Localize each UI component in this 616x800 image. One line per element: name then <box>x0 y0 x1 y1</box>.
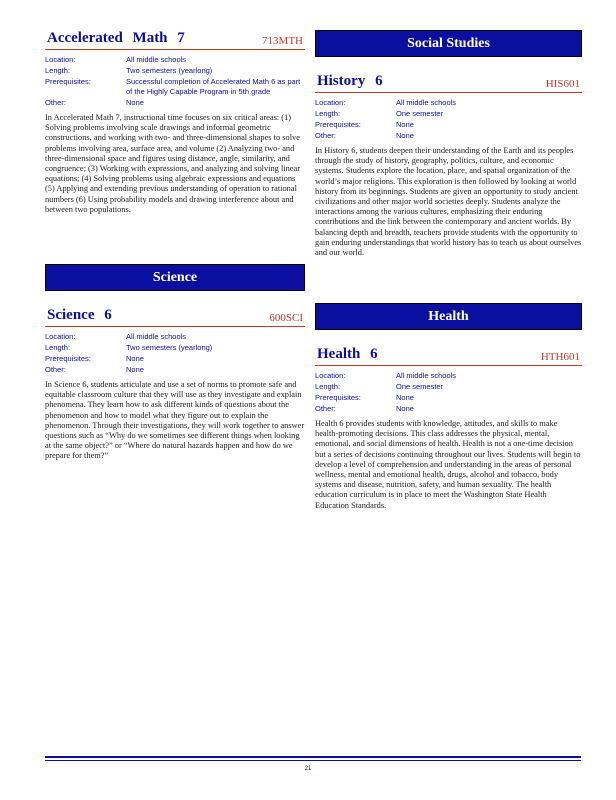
course-title: History 6 <box>317 73 383 89</box>
location-value: All middle schools <box>396 97 457 107</box>
other-value: None <box>396 403 414 413</box>
section-banner-science: Science <box>45 264 305 291</box>
course-header <box>315 73 582 93</box>
prerequisites-value: None <box>126 353 144 363</box>
right-column <box>315 30 582 511</box>
footer-rule <box>45 756 581 758</box>
location-label: Location: <box>315 370 346 380</box>
course-description: Health 6 provides students with knowledge, attitudes, and skills to make health-promoting decisions. This class addresses the physical, mental, emotional, and social dimensions of health. Health is not a one-time decision but a series of decisions continuing throughout our lives. Students will begin to develop a level of comprehension and understanding in the areas of personal wellness, mental and emotional health, drugs, alcohol and tobacco, body systems and disease, nutrition, safety, and human sexuality. The health education curriculum is in place to meet the Washington State Health Education Standards. <box>315 419 581 510</box>
location-label: Location: <box>315 97 346 107</box>
other-label: Other: <box>315 403 336 413</box>
course-title: Accelerated Math 7 <box>47 30 185 46</box>
course-title: Health 6 <box>317 346 378 362</box>
course-accelerated-math-7 <box>45 30 305 260</box>
other-value: None <box>396 130 414 140</box>
location-value: All middle schools <box>396 370 457 380</box>
footer-rule <box>45 760 581 761</box>
length-value: Two semesters (yearlong) <box>126 65 213 75</box>
course-science-6 <box>45 307 305 462</box>
course-header <box>315 346 582 366</box>
prerequisites-label: Prerequisites: <box>45 76 91 86</box>
course-description: In History 6, students deepen their understanding of the Earth and its peoples through the study of history, geography, politics, culture, and economic systems. Students explore the location, place, and spatial organization of the world’s major religions. This exploration is then followed by looking at world history from its beginnings. Students are given an opportunity to study ancient civilizations and other major world societies deeply. Students analyze the interactions among the various cultures, emphasizing their enduring contributions and the link between the contemporary and ancient worlds. By balancing depth and breadth, teachers provide students with the opportunity to gain enduring understandings that world history has to teach us about ourselves and our world. <box>315 146 582 258</box>
other-label: Other: <box>315 130 336 140</box>
course-meta-table <box>315 370 582 414</box>
course-health-6 <box>315 346 582 511</box>
length-value: One semester <box>396 381 444 391</box>
length-label: Length: <box>315 381 341 391</box>
course-header <box>45 30 305 50</box>
course-history-6 <box>315 73 582 299</box>
prerequisites-label: Prerequisites: <box>315 119 361 129</box>
course-description: In Accelerated Math 7, instructional time focuses on six critical areas: (1) Solving problems involving scale drawings and informal geometric constructions, and working with two- and three-dimensional shapes to solve problems involving area, surface area, and volume (2) Analyzing two- and three-dimensional space and figures using distance, angle, similarity, and congruence; (3) Working with expressions, and analyzing and solving linear equations; (4) Solving problems using algebraic expressions and equations (5) Applying and extending previous understanding of operation to rational numbers (6) Using probability models and drawing interference about and between two populations. <box>45 113 301 214</box>
page-number: 21 <box>304 766 312 772</box>
location-label: Location: <box>45 331 76 341</box>
course-header <box>45 307 305 327</box>
section-banner-health: Health <box>315 303 582 330</box>
location-value: All middle schools <box>126 331 187 341</box>
other-label: Other: <box>45 97 66 107</box>
other-label: Other: <box>45 364 66 374</box>
section-banner-social-studies: Social Studies <box>315 30 582 57</box>
course-code: HIS601 <box>545 78 580 90</box>
prerequisites-label: Prerequisites: <box>45 353 91 363</box>
length-label: Length: <box>45 65 71 75</box>
left-column <box>45 30 305 462</box>
length-label: Length: <box>315 108 341 118</box>
prerequisites-label: Prerequisites: <box>315 392 361 402</box>
length-label: Length: <box>45 342 71 352</box>
location-value: All middle schools <box>126 54 187 64</box>
length-value: One semester <box>396 108 444 118</box>
other-value: None <box>126 364 144 374</box>
course-title: Science 6 <box>47 307 112 323</box>
prerequisites-value: None <box>396 392 414 402</box>
course-description: In Science 6, students articulate and use a set of norms to promote safe and equitable classroom culture that they will use as they investigate and explain phenomena. They learn how to ask different kinds of questions about the phenomenon and how to model what they figure out to explain the phenomenon. Through their investigations, they will work together to answer questions such as “Why do we sometimes see different things when looking at the same object?” or “Where do natural hazards happen and how do we prepare for them?” <box>45 380 305 461</box>
prerequisites-value: Successful completion of Accelerated Math 6 as part of the Highly Capable Program in 5th grade <box>126 76 301 96</box>
course-meta-table <box>45 331 305 375</box>
course-meta-table <box>45 54 305 108</box>
course-meta-table <box>315 97 582 141</box>
course-code: HTH601 <box>540 351 580 363</box>
other-value: None <box>126 97 144 107</box>
length-value: Two semesters (yearlong) <box>126 342 213 352</box>
prerequisites-value: None <box>396 119 414 129</box>
course-code: 600SCI <box>269 312 303 324</box>
course-code: 713MTH <box>262 35 303 47</box>
location-label: Location: <box>45 54 76 64</box>
